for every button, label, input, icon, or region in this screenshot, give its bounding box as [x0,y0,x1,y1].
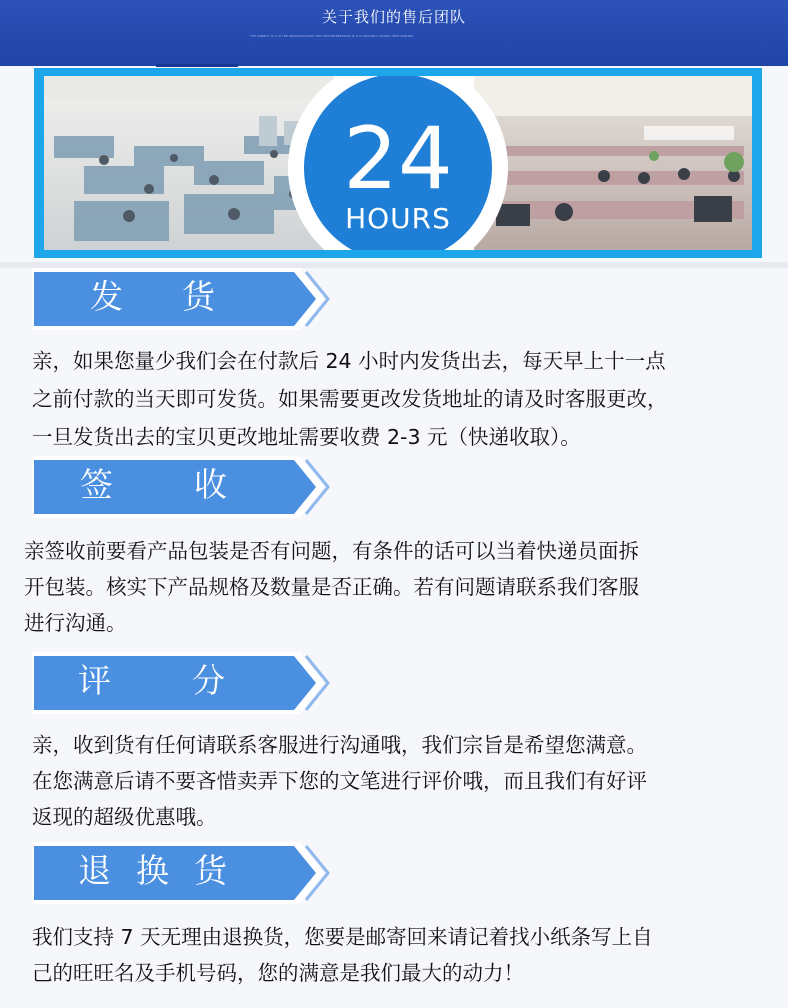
badge-word: HOURS [345,202,451,235]
office-illustration [44,76,752,250]
badge-number: 24 [343,109,453,209]
text-line: 返现的超级优惠哦。 [32,805,217,829]
hero-photo [34,68,762,258]
banner-char: 货 [182,277,215,316]
banner-arrow-shape [32,652,330,716]
text-line: 我们支持 7 天无理由退换货，您要是邮寄回来请记着找小纸条写上自 [32,925,653,949]
page-title: 关于我们的售后团队 [321,8,466,26]
banner-char: 货 [194,851,227,890]
banner-arrow-shape [32,268,330,332]
text-line: 亲，收到货有任何请联系客服进行沟通哦，我们宗旨是希望您满意。 [32,733,647,757]
text-line: 之前付款的当天即可发货。如果需要更改发货地址的请及时客服更改， [32,387,668,411]
section-banner-shipping [32,268,330,332]
header-bar [0,0,788,66]
banner-char: 换 [136,851,169,890]
banner-char: 收 [194,465,227,504]
banner-arrow-shape [32,842,330,906]
banner-char: 发 [90,277,123,316]
text-line: 亲签收前要看产品包装是否有问题，有条件的话可以当着快递员面拆 [24,539,639,563]
banner-char: 分 [192,661,225,700]
section-banner-rating [32,652,330,716]
text-line: 己的旺旺名及手机号码，您的满意是我们最大的动力！ [32,961,524,985]
section-banner-receipt [32,456,330,520]
header-fine-print: THE SUBJECT IS IT IS THE ORIGINALNOUNS THE MOSTINTERESTING IS IT IS ORIGINAL FAVORS THEN PRINTED [250,34,414,38]
text-line: 开包装。核实下产品规格及数量是否正确。若有问题请联系我们客服 [24,575,639,599]
text-line: 进行沟通。 [24,611,127,635]
text-line: 在您满意后请不要吝惜卖弄下您的文笔进行评价哦，而且我们有好评 [32,769,647,793]
banner-char: 签 [80,465,113,504]
header-underline [156,64,238,67]
banner-char: 退 [78,851,111,890]
text-line: 亲，如果您量少我们会在付款后 24 小时内发货出去，每天早上十一点 [32,349,666,373]
banner-arrow-shape [32,456,330,520]
text-line: 一旦发货出去的宝贝更改地址需要收费 2-3 元（快递收取）。 [32,425,581,449]
banner-char: 评 [78,661,111,700]
section-banner-returns [32,842,330,906]
